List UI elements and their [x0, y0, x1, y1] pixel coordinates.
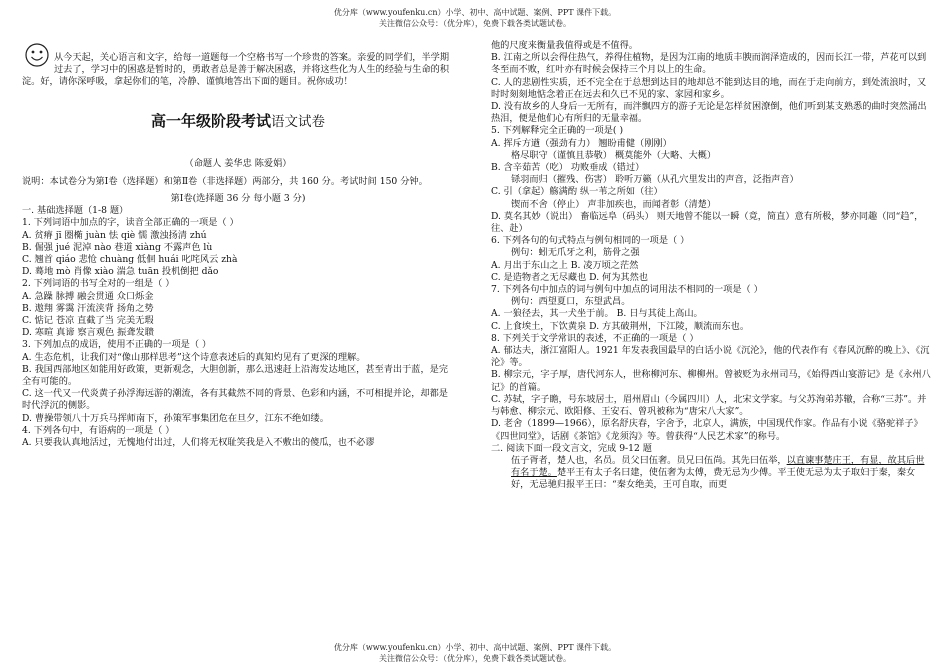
q2-option: A. 急躁 脉搏 融会贯通 众口烁金 [22, 290, 154, 302]
footer-line-1: 优分库（www.youfenku.cn）小学、初中、高中试题、案例、PPT 课件下载。 [333, 643, 617, 652]
q4-stem: 4. 下列各句中，有语病的一项是（ ） [22, 424, 175, 436]
title-normal: 语文试卷 [271, 113, 325, 130]
q6-option: C. 是造物者之无尽藏也 D. 何为其然也 [491, 271, 648, 283]
q5-option: A. 挥斥方遒（强劲有力） 翘盼甫健（刚刚） [491, 137, 672, 149]
q3-option: D. 曹操带领八十万兵马挥师南下，孙策军事集团危在旦夕，江东不绝如缕。 [22, 412, 329, 424]
q8-option: B. 柳宗元，字子厚，唐代河东人，世称柳河东、柳柳州。曾被贬为永州司马，《始得西山宴游记》是《永州八记》的首篇。 [491, 369, 931, 393]
q8-option: C. 苏轼，字子瞻，号东坡居士，眉州眉山（今属四川）人，北宋文学家。与父苏洵弟苏辙，合称“三苏”。并与韩愈、柳宗元、欧阳修、王安石、曾巩被称为“唐宋八大家”。 [491, 393, 927, 418]
q4-option: C. 人的悲剧性实质，还不完全在于总想到达目的地却总不能到达目的地，而在于走向前方，到处流浪时，又时时刻刻地惦念着正在远去和久已不见的家、家园和家乡。 [491, 76, 927, 100]
smiley-icon [24, 42, 50, 70]
q2-option: C. 惦记 苍凉 直截了当 完美无瑕 [22, 315, 154, 327]
q6-stem: 6. 下列各句的句式特点与例句相同的一项是（ ） [491, 235, 690, 247]
q8-option: A. 郁达夫，浙江富阳人。1921 年发表我国最早的白话小说《沉沦》，他的代表作有《春风沉醉的晚上》、《沉沦》等。 [491, 345, 930, 369]
part2-passage [491, 455, 931, 492]
q8-option: D. 老舍（1899—1966），原名舒庆春，字舍予，北京人，满族，中国现代作家。作品有小说《骆驼祥子》《四世同堂》，话剧《茶馆》《龙须沟》等。曾获得“人民艺术家”的称号。 [491, 418, 923, 442]
section1-title: 第Ⅰ卷(选择题 36 分 每小题 3 分) [170, 193, 306, 205]
q4-option: A. 只要我认真地活过，无愧地付出过，人们将无权耻笑我是入不敷出的傻瓜，也不必谬 [22, 437, 375, 449]
authors: （命题人 姜华忠 陈爱娟） [184, 157, 292, 169]
q2-stem: 2. 下列词语的书写全对的一组是（ ） [22, 278, 175, 290]
q4-option: B. 江南之所以会得住热气，养得住植物，是因为江南的地质丰腴而润泽造成的，因而长江一带，芦花可以到冬至而不败，红叶亦有时候会保持三个月以上的生命。 [491, 52, 927, 76]
q3-stem: 3. 下列加点的成语，使用不正确的一项是（ ） [22, 339, 212, 351]
q6-example: 例句：蚓无爪牙之利，筋骨之强 [511, 247, 640, 259]
left-column [22, 52, 454, 449]
title-bold: 高一年级阶段考试 [150, 111, 271, 130]
q3-option: C. 这一代又一代炎黄子孙浮海远游的潮流，各有其截然不同的背景、色彩和内涵，不可相提并论，却都是时代浮沉的侧影。 [22, 388, 448, 412]
passage-underlined: 以直谏事楚庄王，有显，故其后世有名于楚。 [511, 454, 925, 479]
q3-option: A. 生态危机，让我们对“像山那样思考”这个诗意表述后的真知灼见有了更深的理解。 [22, 351, 366, 363]
q2-option: D. 寒暄 真谛 察言观色 振聋发聩 [22, 327, 154, 339]
q2-option: B. 遨翔 雾霭 汗流浃背 扬角之势 [22, 302, 154, 314]
intro-paragraph [22, 52, 454, 89]
q4-option-cont: 他的尺度来衡量我值得或是不值得。 [491, 40, 638, 51]
instructions: 说明：本试卷分为第Ⅰ卷（选择题）和第Ⅱ卷（非选择题）两部分，共 160 分。考试时间 150 分钟。 [22, 176, 428, 188]
q5-option: C. 引（拿起）觞满酌 纵一苇之所如（往） [491, 186, 663, 198]
page-footer [0, 643, 950, 664]
q4-option: D. 没有故乡的人身后一无所有，而泮飘四方的游子无论是怎样贫困潦倒，他们听到某支熟悉的曲时突然涌出热泪，便是他们心有所归的无量幸福。 [491, 101, 927, 125]
page-title [22, 111, 454, 130]
q1-stem: 1. 下列词语中加点的字，读音全部正确的一项是（ ） [22, 217, 239, 229]
q7-option: C. 上食埃土，下饮黄泉 D. 方其破荆州，下江陵，顺流而东也。 [491, 320, 750, 332]
q5-option: D. 莫名其妙（说出） 畜临远阜（码头） 则天地曾不能以一瞬（竟，简直）意有所极，梦亦同趣（同“趋”，往、赴） [491, 210, 924, 235]
right-column [491, 40, 931, 492]
q5-option: 锲而不舍（停止） 声非加疾也，而闻者彰（清楚） [511, 198, 717, 210]
part2-title: 二. 阅读下面一段文言文，完成 9-12 题 [491, 442, 652, 454]
q1-option: C. 翘首 qiáo 悲怆 chuàng 低佪 huái 叱咤风云 zhà [22, 254, 238, 266]
header-line-2: 关注微信公众号：（优分库），免费下载各类试题试卷。 [379, 18, 571, 28]
q3-option: B. 我国西部地区如能用好政策，更新观念，大胆创新，那么迅速赶上沿海发达地区，甚至青出于蓝，是完全有可能的。 [22, 363, 449, 388]
q6-option: A. 月出于东山之上 B. 凌万顷之茫然 [491, 259, 639, 271]
intro-text: 从今天起，关心语言和文字，给每一道题每一个空格书写一个珍贵的答案。亲爱的同学们，半学期过去了，学习中的困惑是暂时的，勇敢者总是善于解决困惑，并将这些化为人生的经验与生命的积淀。好，请你深呼吸，拿起你们的笔，冷静、谨慎地答出下面的题目。祝你成功！ [22, 52, 450, 88]
q5-option: 格尽职守（谨慎且恭敬） 概莫能外（大略、大概） [511, 149, 717, 161]
header-line-1: 优分库（www.youfenku.cn）小学、初中、高中试题、案例、PPT 课件下载。 [333, 8, 617, 17]
q1-option: A. 贫瘠 jī 圈椭 juàn 怯 qiè 懦 激浊扬清 zhú [22, 229, 207, 241]
footer-line-2: 关注微信公众号：（优分库），免费下载各类试题试卷。 [379, 653, 571, 663]
q1-option: D. 蓦地 mò 肖像 xiào 湍急 tuān 投机倒把 dǎo [22, 266, 219, 278]
q1-option: B. 倔强 jué 泥淖 nào 巷道 xiàng 不露声色 lù [22, 241, 213, 253]
q5-stem: 5. 下列解释完全正确的一项是( ) [491, 125, 624, 137]
q7-stem: 7. 下列各句中加点的词与例句中加点的词用法不相同的一项是（ ） [491, 284, 763, 296]
page-header [0, 8, 950, 29]
q7-example: 例句：西望夏口，东望武昌。 [511, 296, 631, 308]
passage-text-a: 伍子胥者，楚人也，名员。员父曰伍奢。员兄曰伍尚。其先曰伍举， [511, 454, 787, 466]
q7-option: A. 一狼径去，其一犬坐于前。 B. 日与其徒上高山。 [491, 308, 703, 320]
part1-title: 一. 基础选择题（1-8 题） [22, 205, 129, 217]
passage-text-b: 楚平王有太子名曰建，使伍奢为太傅，费无忌为少傅。平王使无忌为太子取妇于秦，秦女好，无忌驰归报平王曰：“秦女绝美，王可自取，而更 [511, 467, 916, 491]
q5-option: 铩羽而归（摧残、伤害） 聆听万籁（从孔穴里发出的声音，泛指声音） [511, 174, 799, 186]
q8-stem: 8. 下列关于文学常识的表述，不正确的一项是（ ） [491, 332, 699, 344]
q5-option: B. 含辛茹苦（吃） 功败垂成（错过） [491, 162, 645, 174]
